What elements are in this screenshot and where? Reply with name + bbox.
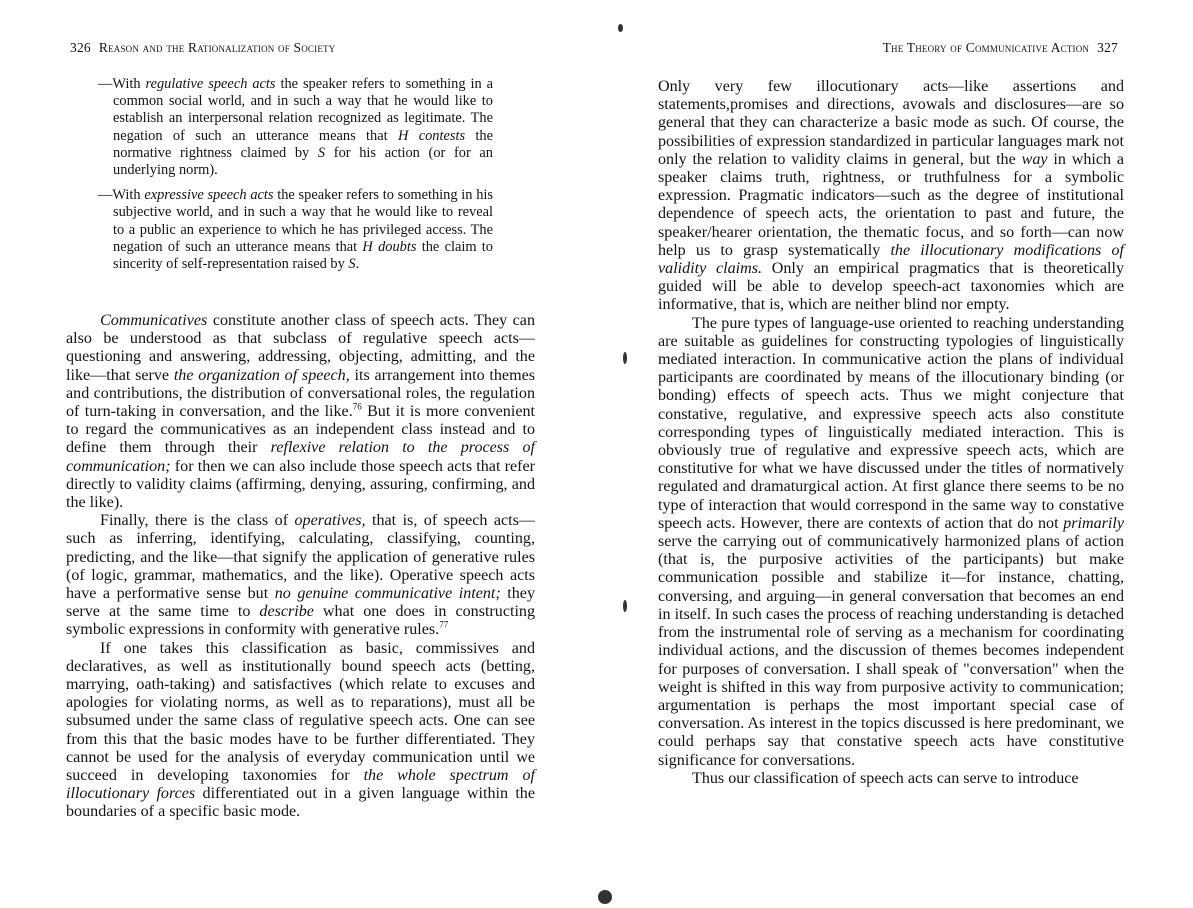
- running-head-title: Reason and the Rationalization of Society: [98, 40, 336, 55]
- running-head-title: The Theory of Communicative Action: [882, 40, 1090, 55]
- right-body-text: [658, 78, 1124, 788]
- list-item: —With regulative speech acts the speaker refers to something in a common social world, and in such a way that he would like to establish an interpersonal relation recognized as legitimate. The negation of such an utterance means that H contests the normative rightness claimed by S for his action (or for an underlying norm).: [98, 76, 494, 179]
- paragraph-operatives: Finally, there is the class of operatives, that is, of speech acts—such as inferring, identifying, calculating, classifying, counting, predicting, and the like—that signify the application of generative rules (of logic, grammar, mathematics, and the like). Operative speech acts have a performative sense but no genuine communicative intent; they serve at the same time to describe what one does in constructing symbolic expressions in conformity with generative rules.$^{77}$: [66, 512, 536, 639]
- left-body-text: [66, 312, 535, 822]
- scan-speck: [598, 890, 612, 904]
- list-item: —With expressive speech acts the speaker refers to something in his subjective world, and in such a way that he would like to reveal to a public an experience to which he has privileged access. The negation of such an utterance means that H doubts the claim to sincerity of self-representation raised by S.: [98, 187, 494, 273]
- speech-act-list: [98, 76, 493, 281]
- right-page: [615, 0, 1193, 908]
- running-head-right: [883, 40, 1126, 56]
- left-page: [0, 0, 560, 908]
- paragraph-classification: If one takes this classification as basic, commissives and declaratives, as well as institutionally bound speech acts (betting, marrying, oath-taking) and satisfactives (which relate to excuses and apologies for violating norms, as well as to reparations), must all be subsumed under the same class of regulative speech acts. One can see from this that the basic modes have to be further differentiated. They cannot be used for the analysis of everyday communication until we succeed in developing taxonomies for the whole spectrum of illocutionary forces differentiated out in a given language within the boundaries of a specific basic mode.: [66, 639, 535, 821]
- paragraph-illocutionary-acts: Only very few illocutionary acts—like assertions and statements,promises and directions, avowals and disclosures—are so general that they can characterize a basic mode as such. Of course, the possibilities of expression standardized in particular languages mark not only the relation to validity claims in general, but the way in which a speaker claims truth, rightness, or truthfulness for a symbolic expression. Pragmatic indicators—such as the degree of institutional dependence of speech acts, the orientation to past and future, the speaker/hearer orientation, the thematic focus, and so forth—can now help us to grasp systematically the illocutionary modifications of validity claims. Only an empirical pragmatics that is theoretically guided will be able to develop speech-act taxonomies which are informative, that is, which are neither blind nor empty.: [658, 78, 1125, 314]
- footnote-ref-77: 77: [439, 620, 449, 631]
- page-number: 327: [1097, 40, 1118, 55]
- running-head-left: [62, 40, 335, 56]
- book-gutter: [560, 0, 615, 908]
- paragraph-pure-types: The pure types of language-use oriented to reaching understanding are suitable as guidelines for constructing typologies of linguistically mediated interaction. In communicative action the plans of individual participants are coordinated by means of the illocutionary binding (or bonding) effects of speech acts. Thus we might conjecture that constative, regulative, and expressive speech acts also constitute corresponding types of linguistically mediated interaction. This is obviously true of regulative and expressive speech acts, which are constitutive for what we have discussed under the titles of normatively regulated and dramaturgical action. At first glance there seems to be no type of interaction that would correspond in the same way to constative speech acts. However, there are contexts of action that do not primarily serve the carrying out of communicatively harmonized plans of action (that is, the purposive activities of the participants) but make communication possible and stabilize it—for instance, chatting, conversing, and arguing—in general conversation that becomes an end in itself. In such cases the process of reaching understanding is detached from the instrumental role of serving as a mechanism for coordinating individual actions, and the discussion of themes becomes independent for purposes of conversation. I shall speak of "conversation" when the weight is shifted in this way from purposive activity to communication; argumentation is perhaps the most important special case of conversation. As interest in the topics discussed is here predominant, we could perhaps say that constative speech acts have constitutive significance for conversations.: [658, 314, 1124, 769]
- paragraph-thus: Thus our classification of speech acts can serve to introduce: [692, 769, 1079, 787]
- footnote-ref-76: 76: [352, 401, 362, 412]
- page-number: 326: [70, 40, 91, 55]
- paragraph-communicatives: Communicatives constitute another class of speech acts. They can also be understood as that subclass of regulative speech acts—questioning and answering, addressing, objecting, admitting, and the like—that serve the organization of speech, its arrangement into themes and contributions, the distribution of conversational roles, the regulation of turn-taking in conversation, and the like.$^{76}$ But it is more convenient to regard the communicatives as an independent class instead and to define them through their reflexive relation to the process of communication; for then we can also include those speech acts that refer directly to validity claims (affirming, denying, assuring, confirming, and the like).: [66, 312, 536, 512]
